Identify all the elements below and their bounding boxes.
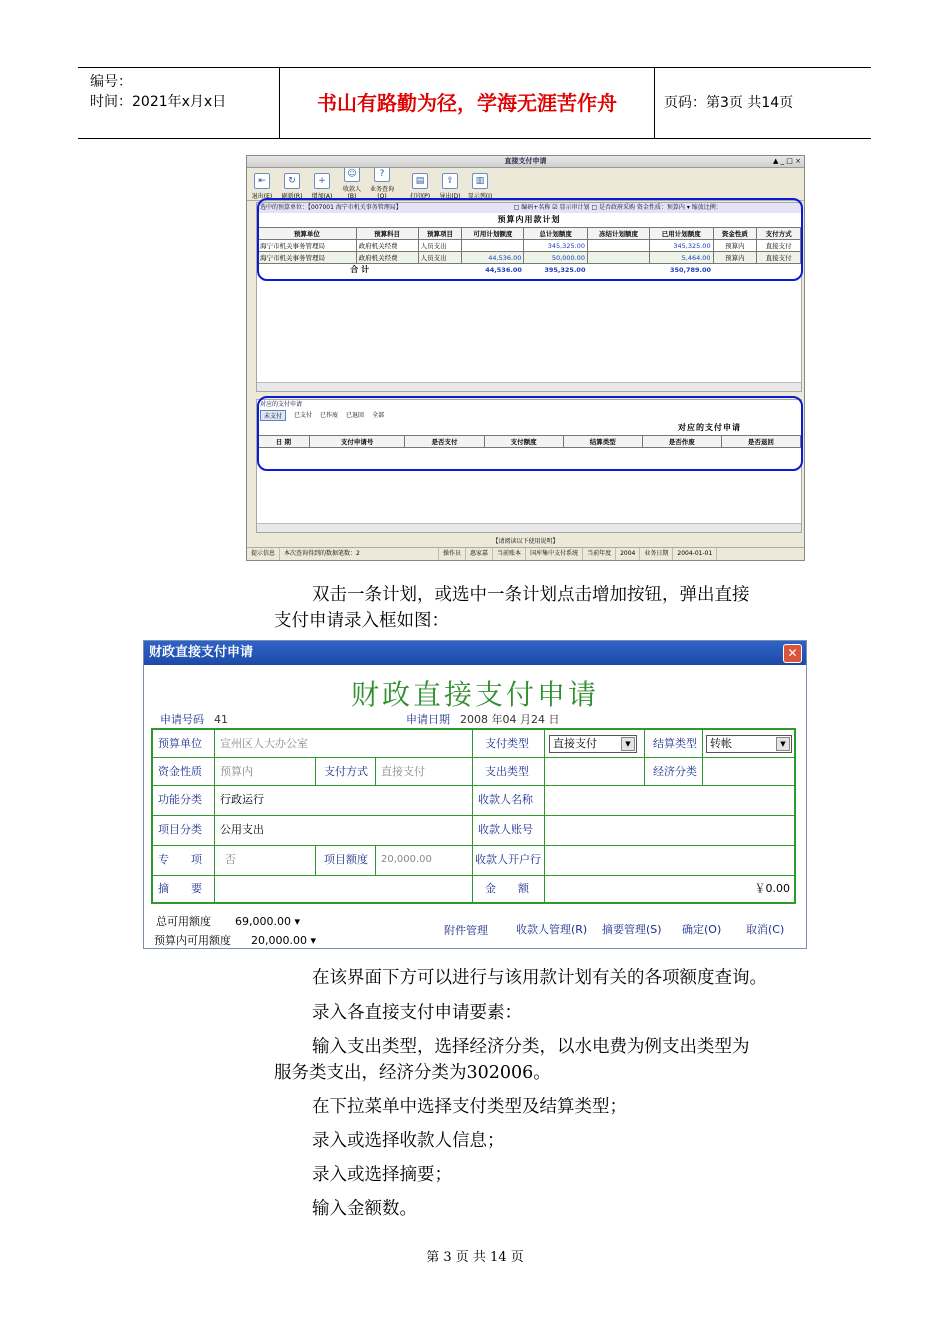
form-title: 财政直接支付申请 (350, 678, 599, 711)
status-item: 2004 (616, 548, 640, 560)
instructions-link[interactable]: 【请阅读以下使用说明】 (492, 538, 559, 545)
paragraph: 在下拉菜单中选择支付类型及结算类型； (312, 1097, 627, 1117)
payment-grid-title: 对应的支付申请 (678, 423, 741, 432)
column-header[interactable]: 是否作废 (642, 436, 721, 448)
status-item: 2004-01-01 (673, 548, 717, 560)
pay-method-field[interactable]: 直接支付 (376, 758, 473, 786)
field-label: 结算类型 (645, 730, 703, 758)
status-item: 国库集中支付系统 (526, 548, 583, 560)
cell: 人员支出 (418, 252, 462, 264)
column-header[interactable]: 支付方式 (757, 228, 801, 240)
budget-available (154, 932, 316, 948)
status-item: 当前年度 (583, 548, 616, 560)
cell: 人员支出 (418, 240, 462, 252)
item-class-field[interactable]: 公用支出 (215, 816, 473, 846)
column-header[interactable]: 已用计划额度 (649, 228, 713, 240)
chevron-down-icon: ▼ (621, 737, 635, 751)
print-button[interactable]: ▤ 打印(P) (407, 173, 433, 200)
header-motto: 书山有路勤为径，学海无涯苦作舟 (280, 68, 655, 138)
budget-available-value[interactable]: 20,000.00 ▾ (251, 934, 317, 947)
field-label: 总可用额度 (156, 915, 211, 928)
field-label: 支付方式 (316, 758, 376, 786)
field-label: 收款人名称 (473, 786, 545, 816)
cell: 345,325.00 (524, 240, 588, 252)
cell: 5,464.00 (649, 252, 713, 264)
cell: 海宁市机关事务管理局 (258, 252, 357, 264)
budget-unit-field[interactable]: 宣州区人大办公室 (215, 730, 473, 758)
tab-paid[interactable]: 已支付 (294, 412, 313, 419)
payee-manage-button[interactable]: 收款人管理(R) (516, 923, 588, 936)
field-label: 支出类型 (473, 758, 545, 786)
paragraph: 服务类支出，经济分类为302006。 (274, 1063, 551, 1083)
window-buttons[interactable]: ▲ _ □ × (772, 157, 801, 165)
special-field[interactable]: 否 (215, 846, 316, 876)
cell: 395,325.00 (544, 265, 586, 274)
cell: 直接支付 (757, 252, 801, 264)
payment-caption: 对应的支付申请 (260, 401, 303, 408)
page-header (78, 67, 871, 139)
columns-button[interactable]: ▥ 显示列(I) (467, 173, 493, 200)
export-icon: ⇪ (442, 173, 458, 189)
field-label: 项目额度 (316, 846, 376, 876)
cell: 350,789.00 (669, 265, 712, 274)
item-quota-field[interactable]: 20,000.00 (376, 846, 473, 876)
summary-manage-button[interactable]: 摘要管理(S) (602, 923, 662, 936)
func-class-field[interactable]: 行政运行 (215, 786, 473, 816)
payee-icon: ☺ (344, 166, 360, 182)
column-header[interactable]: 预算单位 (258, 228, 357, 240)
payee-bank-field[interactable] (545, 846, 794, 876)
field-label: 项目分类 (153, 816, 215, 846)
cell: 50,000.00 (524, 252, 588, 264)
status-item: 惠家嘉 (466, 548, 493, 560)
field-label: 经济分类 (645, 758, 703, 786)
paragraph: 输入支出类型，选择经济分类，以水电费为例支出类型为 (312, 1037, 750, 1057)
cell: 直接支付 (757, 240, 801, 252)
settle-type-select[interactable] (706, 735, 792, 753)
column-header[interactable]: 结算类型 (563, 436, 642, 448)
exit-icon: ⇤ (254, 173, 270, 189)
cell: 44,536.00 (485, 265, 522, 274)
dialog-title: 财政直接支付申请 (149, 645, 254, 660)
summary-field[interactable] (215, 876, 473, 902)
application-number (160, 711, 228, 727)
highlight-ring-top (257, 198, 803, 281)
fund-nature-field[interactable]: 预算内 (215, 758, 316, 786)
direct-payment-window (246, 155, 805, 561)
cell: 预算内 (713, 240, 757, 252)
field-value: 41 (214, 713, 228, 726)
column-header[interactable]: 资金性质 (713, 228, 757, 240)
highlight-ring-bottom (257, 396, 803, 471)
column-header[interactable]: 支付申请号 (309, 436, 405, 448)
field-value: 2008 年04 月24 日 (460, 713, 560, 726)
selected-value: 直接支付 (553, 737, 597, 750)
ok-button[interactable]: 确定(O) (682, 923, 722, 936)
status-item: 提示信息 (247, 548, 280, 560)
close-icon[interactable]: ✕ (783, 644, 802, 663)
column-header[interactable]: 是否退回 (721, 436, 800, 448)
window-title: 直接支付申请 (504, 157, 547, 165)
application-form (151, 728, 796, 904)
tab-unpaid[interactable]: 未支付 (260, 410, 286, 421)
pay-type-select[interactable] (549, 735, 637, 753)
application-date (406, 711, 559, 727)
column-header[interactable]: 日 期 (258, 436, 310, 448)
selected-value: 转帐 (710, 737, 732, 750)
cell: 44,536.00 (462, 252, 524, 264)
status-item: 本次查询得到的数据笔数：2 (280, 548, 439, 560)
column-header[interactable]: 是否支付 (405, 436, 484, 448)
payee-name-field[interactable] (545, 786, 794, 816)
status-item: 当前账本 (493, 548, 526, 560)
field-label: 金 额 (473, 876, 545, 902)
field-label: 申请日期 (406, 713, 450, 726)
header-meta (78, 68, 280, 138)
tab-voided[interactable]: 已作废 (320, 412, 339, 419)
paragraph: 双击一条计划，或选中一条计划点击增加按钮，弹出直接 (312, 585, 750, 605)
time-label: 时间：2021年x月x日 (90, 94, 227, 110)
filter-unit: 选中的预算单位：【007001 海宁市机关事务管理局】 (260, 204, 402, 211)
horizontal-scrollbar[interactable] (257, 523, 801, 532)
paragraph: 录入或选择收款人信息； (312, 1131, 505, 1151)
payee-account-field[interactable] (545, 816, 794, 846)
print-icon: ▤ (412, 173, 428, 189)
grid-title: 预算内用款计划 (497, 215, 561, 224)
refresh-button[interactable]: ↻ 刷新(R) (279, 173, 305, 200)
total-available (156, 913, 300, 929)
number-label: 编号： (90, 74, 132, 90)
refresh-icon: ↻ (284, 173, 300, 189)
paragraph: 输入金额数。 (312, 1199, 417, 1219)
column-header[interactable]: 预算项目 (418, 228, 462, 240)
status-item: 操作员 (439, 548, 466, 560)
cell: 政府机关经费 (356, 240, 418, 252)
field-label: 专 项 (153, 846, 215, 876)
field-label: 资金性质 (153, 758, 215, 786)
tab-all[interactable]: 全部 (372, 412, 385, 419)
amount-field[interactable]: ￥0.00 (754, 882, 790, 895)
horizontal-scrollbar[interactable] (257, 382, 801, 391)
total-label: 合 计 (350, 265, 370, 274)
field-label: 收款人账号 (473, 816, 545, 846)
field-label: 收款人开户行 (473, 846, 545, 876)
econ-class-field[interactable] (703, 758, 794, 786)
payee-button[interactable]: ☺ 收款人(B) (339, 166, 365, 200)
field-label: 预算单位 (153, 730, 215, 758)
cell: 345,325.00 (649, 240, 713, 252)
window-titlebar (247, 156, 804, 168)
query-button[interactable]: ? 业务查询(Q) (369, 166, 395, 200)
field-label: 申请号码 (160, 713, 204, 726)
header-page-label: 页码：第3页 共14页 (664, 95, 794, 111)
cell: 政府机关经费 (356, 252, 418, 264)
export-button[interactable]: ⇪ 导出(D) (437, 173, 463, 200)
column-header[interactable]: 可用计划额度 (462, 228, 524, 240)
status-bar (247, 547, 804, 560)
field-label: 摘 要 (153, 876, 215, 902)
column-header[interactable]: 总计划额度 (524, 228, 588, 240)
cancel-button[interactable]: 取消(C) (746, 923, 785, 936)
page-footer: 第 3 页 共 14 页 (426, 1250, 524, 1265)
total-available-value[interactable]: 69,000.00 ▾ (235, 915, 301, 928)
column-header[interactable]: 支付额度 (484, 436, 563, 448)
status-item: 业务日期 (640, 548, 673, 560)
toolbar (247, 168, 804, 201)
paragraph: 在该界面下方可以进行与该用款计划有关的各项额度查询。 (312, 968, 767, 988)
add-button[interactable]: + 增加(A) (309, 173, 335, 200)
dialog-titlebar (144, 641, 806, 665)
column-header[interactable]: 冻结计划额度 (587, 228, 649, 240)
field-label: 功能分类 (153, 786, 215, 816)
column-header[interactable]: 预算科目 (356, 228, 418, 240)
cell: 预算内 (713, 252, 757, 264)
tab-returned[interactable]: 已退回 (346, 412, 365, 419)
add-icon: + (314, 173, 330, 189)
filter-options[interactable]: □ 编码+名称 ☑ 显示审计划 □ 是否政府采购 资金性质：预算内 ▾ 缩放比例： (513, 204, 722, 211)
query-icon: ? (374, 166, 390, 182)
paragraph: 录入或选择摘要； (312, 1165, 452, 1185)
field-label: 预算内可用额度 (154, 934, 231, 947)
expense-type-field[interactable] (545, 758, 645, 786)
payment-application-dialog (143, 640, 807, 949)
chevron-down-icon: ▼ (776, 737, 790, 751)
attachment-button[interactable]: 附件管理 (444, 924, 488, 937)
field-label: 支付类型 (473, 730, 545, 758)
paragraph: 录入各直接支付申请要素： (312, 1003, 522, 1023)
exit-button[interactable]: ⇤ 退出(E) (249, 173, 275, 200)
columns-icon: ▥ (472, 173, 488, 189)
paragraph: 支付申请录入框如图： (274, 611, 449, 631)
cell: 海宁市机关事务管理局 (258, 240, 357, 252)
